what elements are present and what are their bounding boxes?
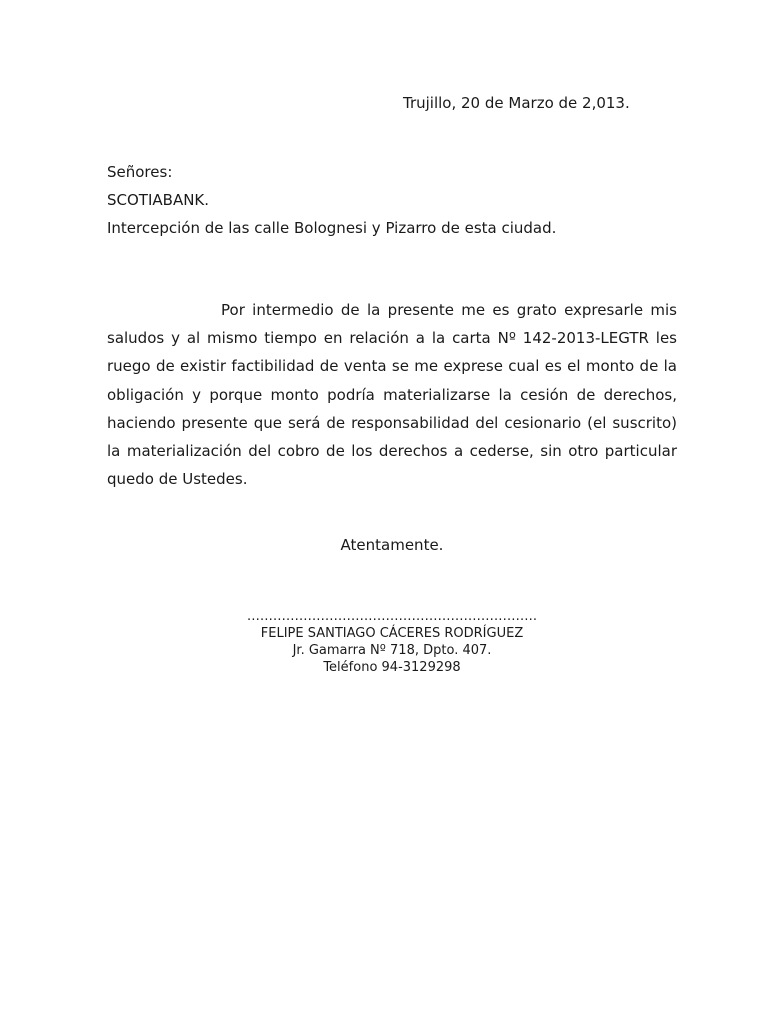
recipient-block (107, 158, 556, 242)
recipient-address: Intercepción de las calle Bolognesi y Pizarro de esta ciudad. (107, 219, 557, 237)
recipient-salutation: Señores: (107, 163, 173, 181)
letter-date: Trujillo, 20 de Marzo de 2,013. (403, 94, 630, 112)
signer-name: FELIPE SANTIAGO CÁCERES RODRÍGUEZ (260, 626, 524, 641)
signature-block (0, 608, 768, 676)
letter-closing: Atentamente. (340, 536, 444, 554)
recipient-company: SCOTIABANK. (107, 191, 210, 209)
signature-line: …………………………………………………………. (246, 609, 538, 624)
signer-address: Jr. Gamarra Nº 718, Dpto. 407. (292, 643, 492, 658)
letter-body: Por intermedio de la presente me es grato expresarle mis saludos y al mismo tiempo en relación a la carta Nº 142-2013-LEGTR les ruego de existir factibilidad de venta se me exprese cual es el monto de la obligación y porque monto podría materializarse la cesión de derechos, haciendo presente que será de responsabilidad del cesionario (el suscrito) la materialización del cobro de los derechos a cederse, sin otro particular quedo de Ustedes. (107, 301, 677, 489)
signer-phone: Teléfono 94-3129298 (323, 660, 461, 675)
